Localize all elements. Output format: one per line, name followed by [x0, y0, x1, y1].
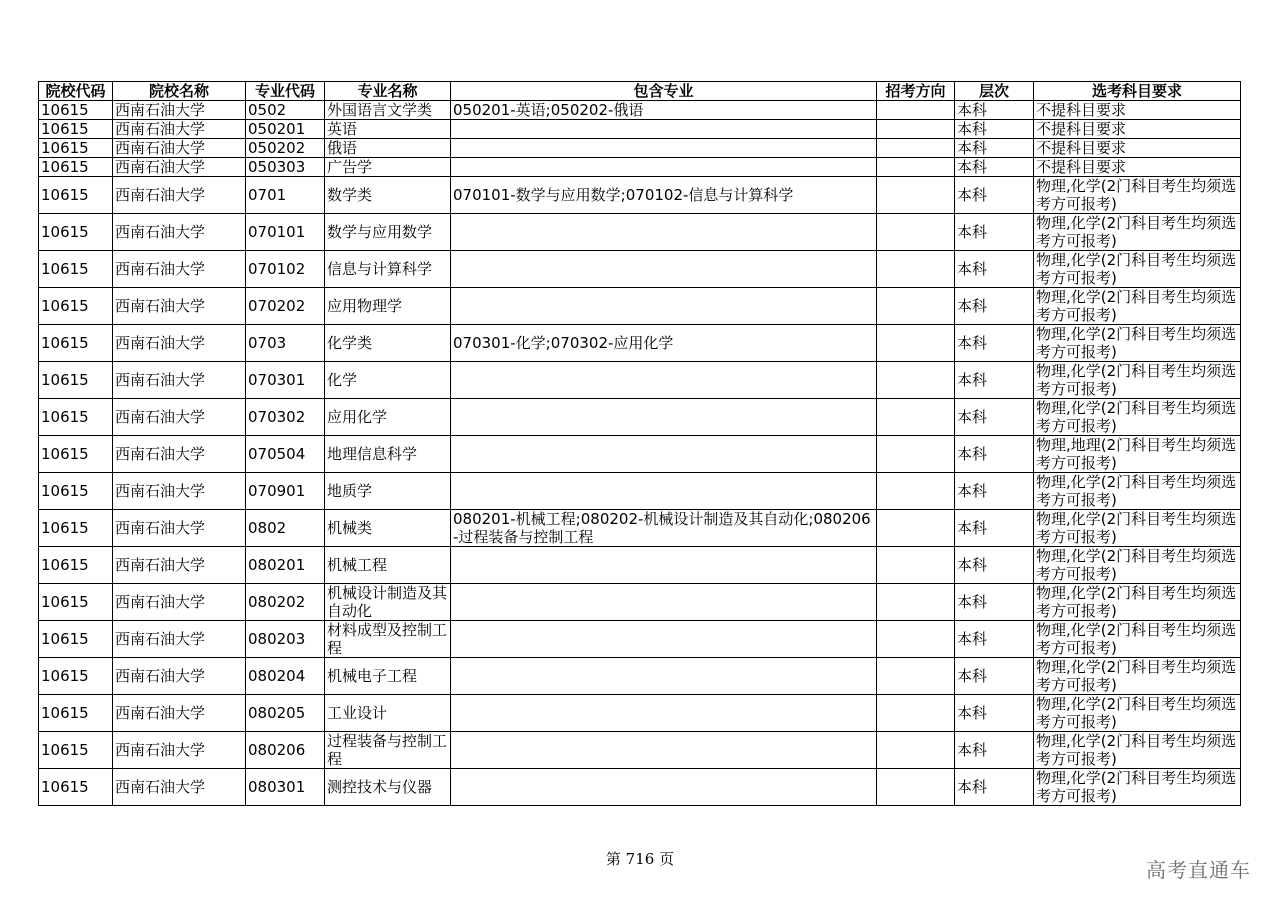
cell-included-majors — [451, 658, 877, 695]
cell-requirement: 不提科目要求 — [1034, 101, 1241, 120]
cell-school-code: 10615 — [39, 732, 113, 769]
table-row — [39, 101, 1241, 120]
cell-major-name: 地理信息科学 — [325, 436, 451, 473]
cell-direction — [877, 473, 955, 510]
cell-included-majors — [451, 158, 877, 177]
cell-level: 本科 — [955, 695, 1034, 732]
cell-major-code: 080201 — [246, 547, 325, 584]
cell-school-code: 10615 — [39, 584, 113, 621]
cell-school-code: 10615 — [39, 473, 113, 510]
cell-major-code: 070901 — [246, 473, 325, 510]
cell-level: 本科 — [955, 101, 1034, 120]
cell-level: 本科 — [955, 325, 1034, 362]
cell-major-code: 080301 — [246, 769, 325, 806]
cell-direction — [877, 214, 955, 251]
cell-direction — [877, 732, 955, 769]
cell-included-majors — [451, 288, 877, 325]
cell-school-name: 西南石油大学 — [113, 325, 246, 362]
cell-major-code: 080206 — [246, 732, 325, 769]
table-row — [39, 695, 1241, 732]
cell-included-majors — [451, 139, 877, 158]
cell-school-code: 10615 — [39, 362, 113, 399]
cell-level: 本科 — [955, 251, 1034, 288]
cell-direction — [877, 251, 955, 288]
cell-school-code: 10615 — [39, 158, 113, 177]
cell-direction — [877, 288, 955, 325]
cell-level: 本科 — [955, 584, 1034, 621]
cell-school-code: 10615 — [39, 120, 113, 139]
cell-requirement: 物理,化学(2门科目考生均须选考方可报考) — [1034, 584, 1241, 621]
cell-school-name: 西南石油大学 — [113, 732, 246, 769]
cell-direction — [877, 695, 955, 732]
cell-requirement: 物理,化学(2门科目考生均须选考方可报考) — [1034, 325, 1241, 362]
cell-direction — [877, 325, 955, 362]
cell-level: 本科 — [955, 658, 1034, 695]
cell-school-name: 西南石油大学 — [113, 177, 246, 214]
table-row — [39, 547, 1241, 584]
cell-level: 本科 — [955, 769, 1034, 806]
cell-level: 本科 — [955, 436, 1034, 473]
table-row — [39, 158, 1241, 177]
cell-included-majors — [451, 362, 877, 399]
table-row — [39, 436, 1241, 473]
cell-school-code: 10615 — [39, 101, 113, 120]
cell-school-code: 10615 — [39, 510, 113, 547]
cell-direction — [877, 769, 955, 806]
cell-major-code: 070504 — [246, 436, 325, 473]
cell-school-name: 西南石油大学 — [113, 510, 246, 547]
cell-major-name: 数学与应用数学 — [325, 214, 451, 251]
cell-school-code: 10615 — [39, 658, 113, 695]
cell-school-name: 西南石油大学 — [113, 101, 246, 120]
cell-direction — [877, 139, 955, 158]
cell-school-name: 西南石油大学 — [113, 769, 246, 806]
table-row — [39, 120, 1241, 139]
table-row — [39, 769, 1241, 806]
cell-level: 本科 — [955, 177, 1034, 214]
header-major-code: 专业代码 — [246, 82, 325, 101]
cell-school-code: 10615 — [39, 621, 113, 658]
cell-major-code: 0502 — [246, 101, 325, 120]
cell-school-name: 西南石油大学 — [113, 695, 246, 732]
cell-requirement: 物理,化学(2门科目考生均须选考方可报考) — [1034, 288, 1241, 325]
header-direction: 招考方向 — [877, 82, 955, 101]
cell-direction — [877, 547, 955, 584]
cell-requirement: 物理,化学(2门科目考生均须选考方可报考) — [1034, 769, 1241, 806]
cell-major-code: 070102 — [246, 251, 325, 288]
cell-included-majors — [451, 473, 877, 510]
cell-major-code: 070101 — [246, 214, 325, 251]
table-row — [39, 139, 1241, 158]
cell-level: 本科 — [955, 362, 1034, 399]
cell-included-majors — [451, 399, 877, 436]
cell-major-code: 070302 — [246, 399, 325, 436]
cell-requirement: 不提科目要求 — [1034, 158, 1241, 177]
header-level: 层次 — [955, 82, 1034, 101]
cell-major-name: 化学 — [325, 362, 451, 399]
table-header-row — [39, 82, 1241, 101]
cell-school-code: 10615 — [39, 769, 113, 806]
cell-direction — [877, 101, 955, 120]
cell-major-code: 080202 — [246, 584, 325, 621]
table-row — [39, 362, 1241, 399]
cell-major-code: 0701 — [246, 177, 325, 214]
header-requirement: 选考科目要求 — [1034, 82, 1241, 101]
cell-major-code: 050201 — [246, 120, 325, 139]
cell-major-name: 材料成型及控制工程 — [325, 621, 451, 658]
cell-included-majors — [451, 214, 877, 251]
cell-requirement: 物理,化学(2门科目考生均须选考方可报考) — [1034, 473, 1241, 510]
cell-major-name: 英语 — [325, 120, 451, 139]
cell-major-code: 080203 — [246, 621, 325, 658]
table-row — [39, 510, 1241, 547]
cell-direction — [877, 120, 955, 139]
table-row — [39, 732, 1241, 769]
cell-level: 本科 — [955, 473, 1034, 510]
cell-major-name: 机械工程 — [325, 547, 451, 584]
cell-included-majors — [451, 251, 877, 288]
cell-included-majors — [451, 695, 877, 732]
cell-included-majors: 070101-数学与应用数学;070102-信息与计算科学 — [451, 177, 877, 214]
table-row — [39, 399, 1241, 436]
cell-requirement: 物理,化学(2门科目考生均须选考方可报考) — [1034, 547, 1241, 584]
cell-included-majors — [451, 584, 877, 621]
cell-included-majors — [451, 769, 877, 806]
cell-school-code: 10615 — [39, 436, 113, 473]
cell-level: 本科 — [955, 214, 1034, 251]
cell-school-code: 10615 — [39, 177, 113, 214]
cell-school-name: 西南石油大学 — [113, 362, 246, 399]
cell-direction — [877, 362, 955, 399]
table-row — [39, 473, 1241, 510]
table-row — [39, 251, 1241, 288]
cell-major-code: 070202 — [246, 288, 325, 325]
cell-direction — [877, 658, 955, 695]
cell-requirement: 物理,化学(2门科目考生均须选考方可报考) — [1034, 362, 1241, 399]
admission-table — [38, 81, 1241, 806]
cell-school-name: 西南石油大学 — [113, 473, 246, 510]
table-row — [39, 214, 1241, 251]
cell-requirement: 物理,化学(2门科目考生均须选考方可报考) — [1034, 399, 1241, 436]
table-row — [39, 658, 1241, 695]
cell-school-code: 10615 — [39, 214, 113, 251]
cell-major-name: 应用化学 — [325, 399, 451, 436]
cell-direction — [877, 436, 955, 473]
cell-direction — [877, 621, 955, 658]
cell-school-name: 西南石油大学 — [113, 399, 246, 436]
cell-level: 本科 — [955, 621, 1034, 658]
cell-level: 本科 — [955, 288, 1034, 325]
header-school-code: 院校代码 — [39, 82, 113, 101]
cell-school-code: 10615 — [39, 399, 113, 436]
cell-major-code: 070301 — [246, 362, 325, 399]
cell-school-name: 西南石油大学 — [113, 621, 246, 658]
cell-major-code: 050303 — [246, 158, 325, 177]
cell-school-code: 10615 — [39, 695, 113, 732]
cell-requirement: 物理,化学(2门科目考生均须选考方可报考) — [1034, 621, 1241, 658]
cell-direction — [877, 158, 955, 177]
cell-included-majors — [451, 732, 877, 769]
cell-requirement: 物理,化学(2门科目考生均须选考方可报考) — [1034, 251, 1241, 288]
watermark-text: 高考直通车 — [1146, 858, 1251, 882]
cell-level: 本科 — [955, 120, 1034, 139]
cell-major-code: 0703 — [246, 325, 325, 362]
cell-requirement: 物理,化学(2门科目考生均须选考方可报考) — [1034, 214, 1241, 251]
cell-school-name: 西南石油大学 — [113, 139, 246, 158]
cell-included-majors: 050201-英语;050202-俄语 — [451, 101, 877, 120]
cell-school-name: 西南石油大学 — [113, 658, 246, 695]
header-major-name: 专业名称 — [325, 82, 451, 101]
cell-included-majors — [451, 621, 877, 658]
table-row — [39, 325, 1241, 362]
cell-requirement: 物理,化学(2门科目考生均须选考方可报考) — [1034, 658, 1241, 695]
cell-school-name: 西南石油大学 — [113, 158, 246, 177]
header-included-majors: 包含专业 — [451, 82, 877, 101]
cell-school-name: 西南石油大学 — [113, 120, 246, 139]
cell-major-name: 信息与计算科学 — [325, 251, 451, 288]
header-school-name: 院校名称 — [113, 82, 246, 101]
cell-included-majors: 070301-化学;070302-应用化学 — [451, 325, 877, 362]
cell-level: 本科 — [955, 399, 1034, 436]
cell-major-name: 地质学 — [325, 473, 451, 510]
cell-direction — [877, 584, 955, 621]
cell-included-majors — [451, 547, 877, 584]
cell-school-name: 西南石油大学 — [113, 436, 246, 473]
cell-school-code: 10615 — [39, 288, 113, 325]
cell-level: 本科 — [955, 158, 1034, 177]
cell-major-name: 机械类 — [325, 510, 451, 547]
cell-major-code: 080205 — [246, 695, 325, 732]
cell-requirement: 物理,化学(2门科目考生均须选考方可报考) — [1034, 177, 1241, 214]
cell-school-name: 西南石油大学 — [113, 547, 246, 584]
cell-school-name: 西南石油大学 — [113, 214, 246, 251]
cell-school-code: 10615 — [39, 325, 113, 362]
table-row — [39, 177, 1241, 214]
cell-major-name: 广告学 — [325, 158, 451, 177]
cell-level: 本科 — [955, 732, 1034, 769]
page-number: 第 716 页 — [605, 850, 675, 868]
cell-included-majors — [451, 120, 877, 139]
cell-major-name: 过程装备与控制工程 — [325, 732, 451, 769]
table-row — [39, 584, 1241, 621]
cell-school-code: 10615 — [39, 139, 113, 158]
cell-major-code: 080204 — [246, 658, 325, 695]
cell-school-name: 西南石油大学 — [113, 251, 246, 288]
cell-included-majors: 080201-机械工程;080202-机械设计制造及其自动化;080206-过程装备与控制工程 — [451, 510, 877, 547]
cell-requirement: 不提科目要求 — [1034, 139, 1241, 158]
cell-school-name: 西南石油大学 — [113, 288, 246, 325]
cell-major-name: 化学类 — [325, 325, 451, 362]
cell-requirement: 物理,化学(2门科目考生均须选考方可报考) — [1034, 732, 1241, 769]
cell-school-code: 10615 — [39, 251, 113, 288]
cell-direction — [877, 399, 955, 436]
cell-major-code: 050202 — [246, 139, 325, 158]
cell-level: 本科 — [955, 139, 1034, 158]
cell-level: 本科 — [955, 547, 1034, 584]
cell-direction — [877, 177, 955, 214]
table-body — [39, 101, 1241, 806]
cell-included-majors — [451, 436, 877, 473]
cell-major-name: 应用物理学 — [325, 288, 451, 325]
cell-major-name: 测控技术与仪器 — [325, 769, 451, 806]
cell-requirement: 物理,地理(2门科目考生均须选考方可报考) — [1034, 436, 1241, 473]
cell-major-name: 机械电子工程 — [325, 658, 451, 695]
cell-major-name: 外国语言文学类 — [325, 101, 451, 120]
cell-major-code: 0802 — [246, 510, 325, 547]
cell-requirement: 不提科目要求 — [1034, 120, 1241, 139]
cell-school-name: 西南石油大学 — [113, 584, 246, 621]
cell-major-name: 机械设计制造及其自动化 — [325, 584, 451, 621]
cell-school-code: 10615 — [39, 547, 113, 584]
cell-major-name: 数学类 — [325, 177, 451, 214]
table-row — [39, 288, 1241, 325]
table-row — [39, 621, 1241, 658]
cell-major-name: 俄语 — [325, 139, 451, 158]
cell-requirement: 物理,化学(2门科目考生均须选考方可报考) — [1034, 510, 1241, 547]
cell-major-name: 工业设计 — [325, 695, 451, 732]
cell-requirement: 物理,化学(2门科目考生均须选考方可报考) — [1034, 695, 1241, 732]
cell-direction — [877, 510, 955, 547]
cell-level: 本科 — [955, 510, 1034, 547]
